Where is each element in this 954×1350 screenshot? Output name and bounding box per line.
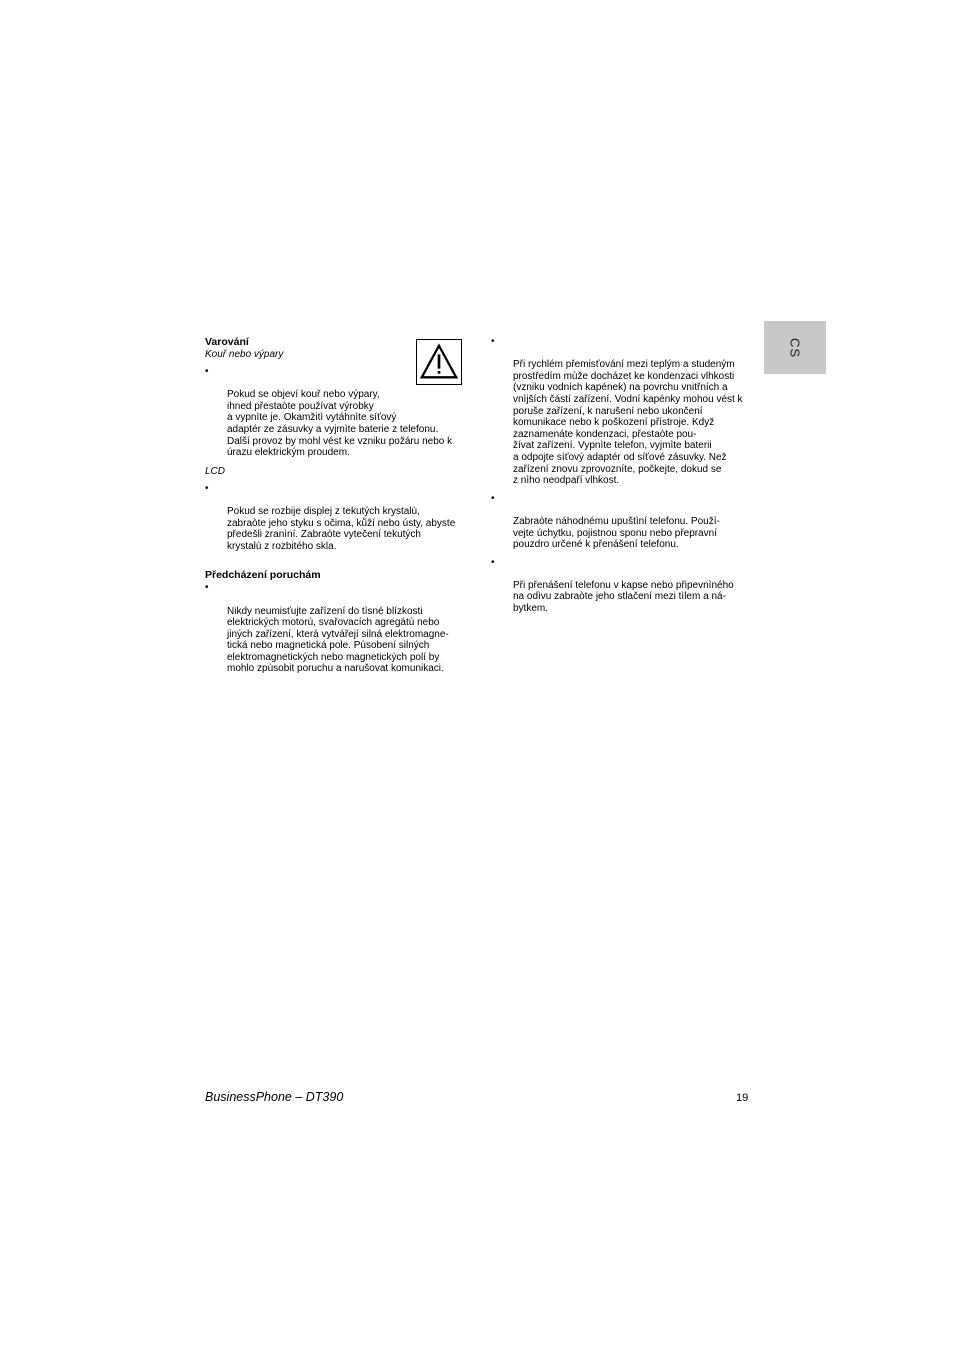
footer-title: BusinessPhone – DT390: [205, 1090, 344, 1104]
list-item: [491, 493, 753, 551]
bullet-marker: •: [205, 582, 209, 594]
left-column: [205, 336, 467, 680]
section-title-warning: Varování: [205, 336, 249, 348]
bullet-text-condensation: Při rychlém přemisťování mezi teplým a studeným prostředím mùže docházet ke kondenzaci vlhkosti (vzniku vodních kapének) na povrchu vnitřních a vnìjších částí zařízení. Vodní kapénky mohou vést k poruše zařízení, k narušení nebo ukončení komunikace nebo k poškození přístroje. Když zaznamenáte kondenzaci, přestaòte pou- žívat zařízení. Vypnìte telefon, vyjmìte baterii a odpojte síťový adaptér od síťové zásuvky. Než zařízení znovu zprovozníte, počkejte, dokud se z nìho neodpaří vlhkost.: [513, 359, 743, 487]
warning-triangle-icon: [416, 339, 462, 385]
bullet-marker: •: [205, 482, 209, 494]
bullet-text-pocket: Při přenášení telefonu v kapse nebo připevnìného na odìvu zabraòte jeho stlačení mezi tìlem a ná- bytkem.: [513, 579, 734, 615]
bullet-text-smoke: Pokud se objeví kouř nebo výpary, ihned přestaòte používat výrobky a vypnìte je. Okamžitì vytáhnìte síťový adaptér ze zásuvky a vyjmìte baterie z telefonu. Další provoz by mohl vést ke vzniku požáru nebo k úrazu elektrickým proudem.: [227, 389, 453, 459]
section-title-fault-prevention: Předcházení poruchám: [205, 569, 321, 582]
bullet-marker: •: [205, 366, 209, 377]
page-number: 19: [736, 1092, 749, 1104]
language-tab-label: CS: [787, 337, 803, 358]
list-item: [205, 582, 467, 675]
bullet-marker: •: [491, 556, 495, 568]
subtitle-smoke: Kouř nebo výpary: [205, 349, 284, 360]
language-tab: [764, 321, 826, 374]
right-column: [491, 336, 753, 621]
bullet-marker: •: [491, 492, 495, 504]
list-item: [491, 336, 753, 487]
bullet-text-fields: Nikdy neumisťujte zařízení do tìsné blízkosti elektrických motorù, svařovacích agregátù nebo jiných zařízení, která vytvářejí silná elektromagne- tická nebo magnetická pole. Pùsobení silných elektromagnetických nebo magnetických polí by mohlo zpùsobit poruchu a narušovat komunikaci.: [227, 605, 449, 675]
list-item: [205, 483, 467, 553]
bullet-text-drop: Zabraòte náhodnému upuštìní telefonu. Použí- vejte úchytku, pojistnou sponu nebo přepravní pouzdro určené k přenášení telefonu.: [513, 515, 720, 551]
bullet-marker: •: [491, 336, 495, 347]
subtitle-lcd: LCD: [205, 465, 226, 477]
bullet-text-lcd: Pokud se rozbije displej z tekutých krystalù, zabraòte jeho styku s očima, kůží nebo ústy, abyste předešli zranìní. Zabraòte vytečení tekutých krystalù z rozbitého skla.: [227, 505, 456, 552]
list-item: [491, 557, 753, 615]
